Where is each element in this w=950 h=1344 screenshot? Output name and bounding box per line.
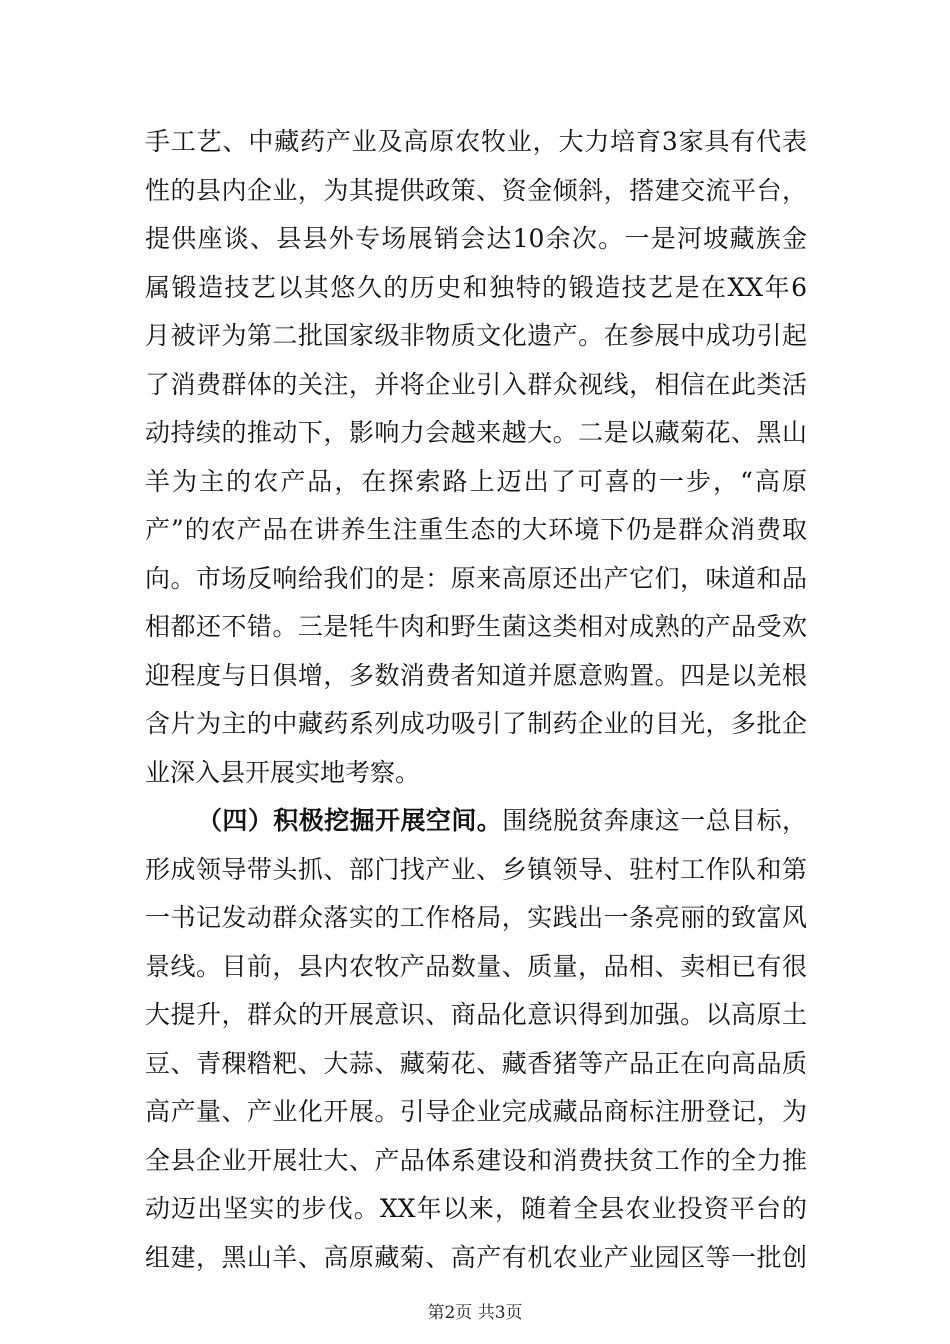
paragraph-line: 形成领导带头抓、部门找产业、乡镇领导、驻村工作队和第 bbox=[145, 855, 807, 884]
paragraph-line: 手工艺、中藏药产业及高原农牧业，大力培育3家具有代表 bbox=[145, 127, 807, 156]
paragraph-text: 围绕脱贫奔康这一总目标， bbox=[502, 806, 807, 835]
paragraph-line: 含片为主的中藏药系列成功吸引了制药企业的目光，多批企 bbox=[145, 709, 807, 738]
paragraph-line: 全县企业开展壮大、产品体系建设和消费扶贫工作的全力推 bbox=[145, 1146, 807, 1175]
paragraph-line: 景线。目前，县内农牧产品数量、质量，品相、卖相已有很 bbox=[145, 952, 807, 981]
paragraph-line: 动迈出坚实的步伐。XX年以来，随着全县农业投资平台的 bbox=[145, 1194, 807, 1223]
paragraph-line: 豆、青稞糌粑、大蒜、藏菊花、藏香猪等产品正在向高品质 bbox=[145, 1049, 807, 1078]
page-footer: 第2页 共3页 bbox=[427, 1303, 523, 1323]
paragraph-line: 性的县内企业，为其提供政策、资金倾斜，搭建交流平台， bbox=[145, 176, 807, 205]
paragraph-line: 迎程度与日俱增，多数消费者知道并愿意购置。四是以羌根 bbox=[145, 661, 807, 690]
paragraph-line: 相都还不错。三是牦牛肉和野生菌这类相对成熟的产品受欢 bbox=[145, 612, 807, 641]
paragraph-line: 大提升，群众的开展意识、商品化意识得到加强。以高原土 bbox=[145, 1000, 807, 1029]
paragraph-line: 了消费群体的关注，并将企业引入群众视线，相信在此类活 bbox=[145, 370, 807, 399]
paragraph-line: 高产量、产业化开展。引导企业完成藏品商标注册登记，为 bbox=[145, 1097, 807, 1126]
section-heading-line bbox=[197, 801, 807, 841]
paragraph-line: 组建，黑山羊、高原藏菊、高产有机农业产业园区等一批创 bbox=[145, 1243, 807, 1272]
paragraph-line: 羊为主的农产品，在探索路上迈出了可喜的一步，“高原 bbox=[145, 467, 807, 496]
section-heading: （四）积极挖掘开展空间。 bbox=[197, 806, 503, 835]
paragraph-line: 动持续的推动下，影响力会越来越大。二是以藏菊花、黑山 bbox=[145, 418, 807, 447]
paragraph-line: 业深入县开展实地考察。 bbox=[145, 758, 421, 787]
paragraph-line: 属锻造技艺以其悠久的历史和独特的锻造技艺是在XX年6 bbox=[145, 273, 807, 302]
paragraph-line: 向。市场反响给我们的是：原来高原还出产它们，味道和品 bbox=[145, 564, 807, 593]
paragraph-line: 一书记发动群众落实的工作格局，实践出一条亮丽的致富风 bbox=[145, 903, 807, 932]
paragraph-line: 月被评为第二批国家级非物质文化遗产。在参展中成功引起 bbox=[145, 321, 807, 350]
paragraph-line: 产”的农产品在讲养生注重生态的大环境下仍是群众消费取 bbox=[145, 515, 807, 544]
paragraph-line: 提供座谈、县县外专场展销会达10余次。一是河坡藏族金 bbox=[145, 224, 807, 253]
